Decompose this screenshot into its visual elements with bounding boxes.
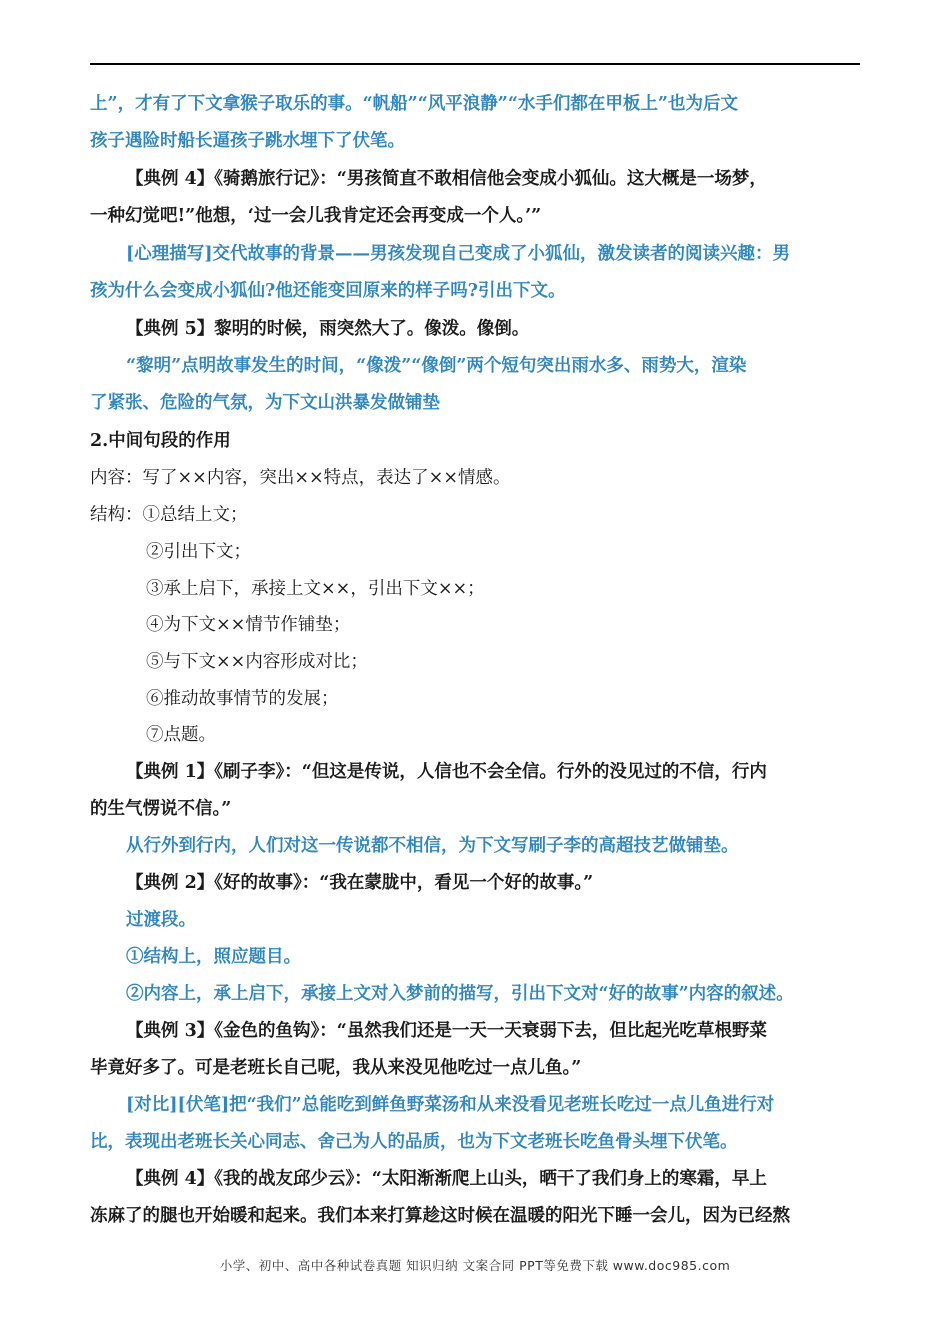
example-line: 【典例 3】《金色的鱼钩》：“虽然我们还是一天一天衰弱下去，但比起光吃草根野菜 [126,1021,767,1041]
analysis-line: [对比][伏笔]把“我们”总能吃到鲜鱼野菜汤和从来没看见老班长吃过一点儿鱼进行对 [126,1095,775,1115]
analysis-line: 比，表现出老班长关心同志、舍己为人的品质，也为下文老班长吃鱼骨头埋下伏笔。 [90,1132,738,1152]
example-line: 【典例 4】《骑鹅旅行记》：“男孩简直不敢相信他会变成小狐仙。这大概是一场梦， [126,169,767,189]
analysis-line: 孩为什么会变成小狐仙?他还能变回原来的样子吗?引出下文。 [90,281,566,301]
example-line: 的生气愣说不信。” [90,799,232,819]
structure-item: ⑦点题。 [146,725,216,745]
example-line: 冻麻了的腿也开始暖和起来。我们本来打算趁这时候在温暖的阳光下睡一会儿，因为已经熬 [90,1206,790,1226]
analysis-line: ①结构上，照应题目。 [126,947,301,967]
content-line: 内容：写了××内容，突出××特点，表达了××情感。 [90,468,511,488]
analysis-line: 了紧张、危险的气氛，为下文山洪暴发做铺垫 [90,393,440,413]
page-footer: 小学、初中、高中各种试卷真题 知识归纳 文案合同 PPT等免费下载 www.doc985.com [219,1258,731,1273]
text-line: 孩子遇险时船长逼孩子跳水埋下了伏笔。 [90,131,405,151]
analysis-line: 从行外到行内，人们对这一传说都不相信，为下文写刷子李的高超技艺做铺垫。 [126,836,739,856]
example-line: 【典例 1】《刷子李》：“但这是传说，人信也不会全信。行外的没见过的不信，行内 [126,762,767,782]
analysis-line: “黎明”点明故事发生的时间，“像泼”“像倒”两个短句突出雨水多、雨势大，渲染 [126,356,747,376]
header-rule [90,63,860,65]
structure-line: 结构：①总结上文； [90,505,248,525]
structure-item: ③承上启下，承接上文××，引出下文××； [146,579,485,599]
example-line: 【典例 2】《好的故事》：“我在蒙胧中，看见一个好的故事。” [126,873,594,893]
structure-item: ⑥推动故事情节的发展； [146,689,339,709]
structure-item: ⑤与下文××内容形成对比； [146,652,368,672]
example-line: 【典例 5】黎明的时候，雨突然大了。像泼。像倒。 [126,319,530,339]
example-line: 【典例 4】《我的战友邱少云》：“太阳渐渐爬上山头，晒干了我们身上的寒霜，早上 [126,1169,767,1189]
example-line: 毕竟好多了。可是老班长自己呢，我从来没见他吃过一点儿鱼。” [90,1058,582,1078]
text-line: 上”，才有了下文拿猴子取乐的事。“帆船”“风平浪静”“水手们都在甲板上”也为后文 [90,94,738,114]
structure-item: ②引出下文； [146,542,251,562]
analysis-line: [心理描写]交代故事的背景——男孩发现自己变成了小狐仙，激发读者的阅读兴趣：男 [126,244,791,264]
example-line: 一种幻觉吧!”他想，‘过一会儿我肯定还会再变成一个人。’” [90,206,542,226]
structure-item: ④为下文××情节作铺垫； [146,615,351,635]
analysis-line: ②内容上，承上启下，承接上文对入梦前的描写，引出下文对“好的故事”内容的叙述。 [126,984,794,1004]
section-heading: 2.中间句段的作用 [90,431,231,451]
analysis-line: 过渡段。 [126,910,196,930]
